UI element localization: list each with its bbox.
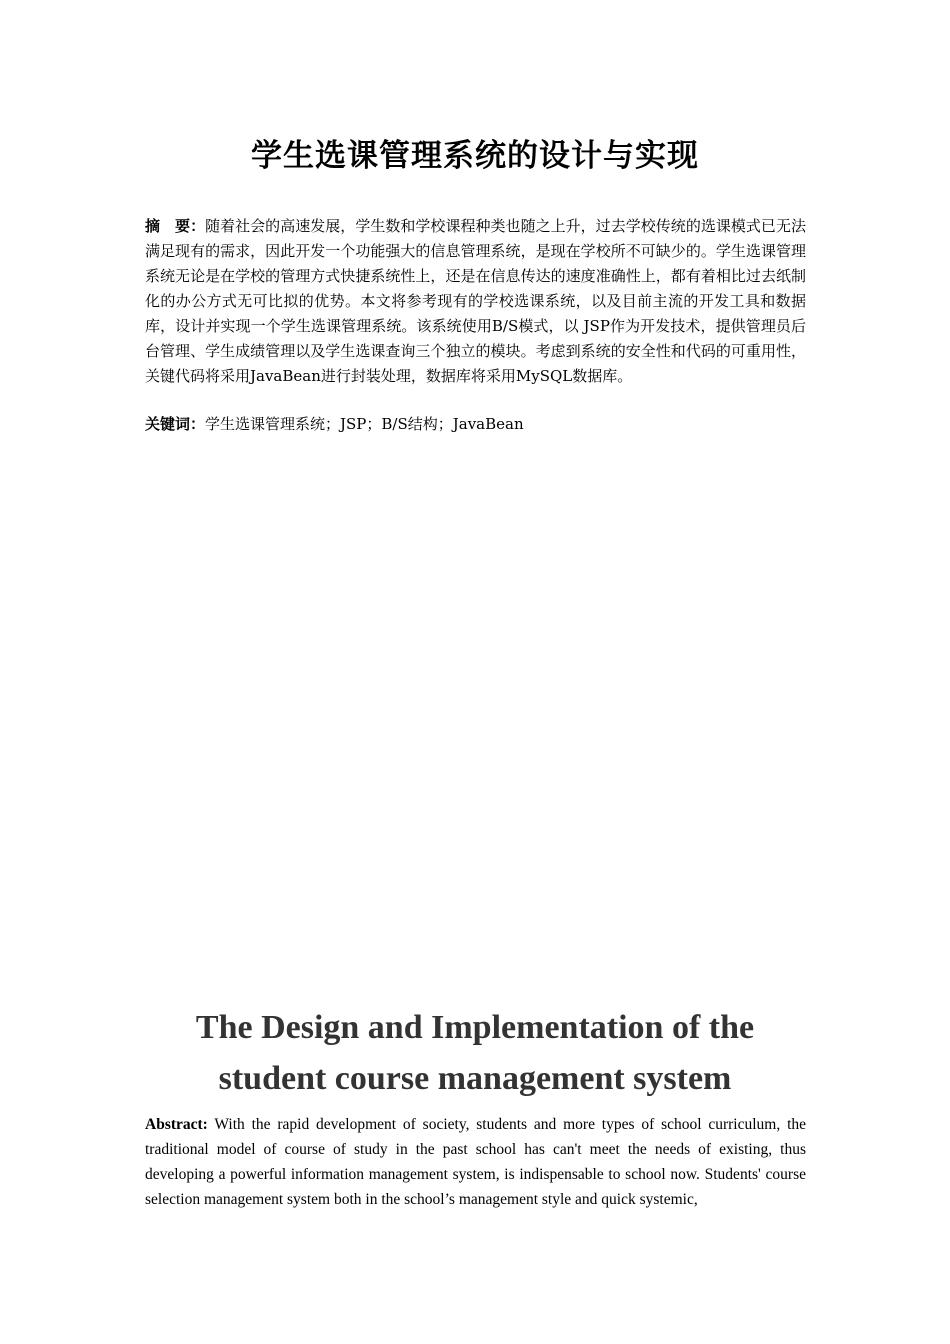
- chinese-abstract-label: 摘 要：: [145, 217, 206, 235]
- english-abstract-text: With the rapid development of society, students and more types of school curriculum, the traditional model of course of study in the past school has can't meet the needs of existing, thus developing a powerful information management system, is indispensable to school now. Students' course selection management system both in the school’s management style and quick systemic,: [145, 1116, 806, 1208]
- english-abstract-label: Abstract:: [145, 1116, 208, 1133]
- english-abstract: [145, 1112, 806, 1212]
- english-title-line-2: student course management system: [218, 1060, 732, 1097]
- english-title: [0, 1002, 950, 1104]
- chinese-abstract-text: 随着社会的高速发展，学生数和学校课程种类也随之上升，过去学校传统的选课模式已无法满足现有的需求，因此开发一个功能强大的信息管理系统，是现在学校所不可缺少的。学生选课管理系统无论是在学校的管理方式快捷系统性上，还是在信息传达的速度准确性上，都有着相比过去纸制化的办公方式无可比拟的优势。本文将参考现有的学校选课系统，以及目前主流的开发工具和数据库，设计并实现一个学生选课管理系统。该系统使用B/S模式，以 JSP作为开发技术，提供管理员后台管理、学生成绩管理以及学生选课查询三个独立的模块。考虑到系统的安全性和代码的可重用性，关键代码将采用JavaBean进行封装处理，数据库将采用MySQL数据库。: [145, 217, 806, 385]
- english-title-line-1: The Design and Implementation of the: [195, 1009, 755, 1046]
- chinese-keywords-label: 关键词：: [145, 415, 206, 433]
- chinese-abstract: [145, 214, 806, 389]
- chinese-keywords: [145, 412, 806, 437]
- chinese-keywords-text: 学生选课管理系统；JSP；B/S结构；JavaBean: [205, 415, 524, 433]
- chinese-title: 学生选课管理系统的设计与实现: [251, 138, 699, 174]
